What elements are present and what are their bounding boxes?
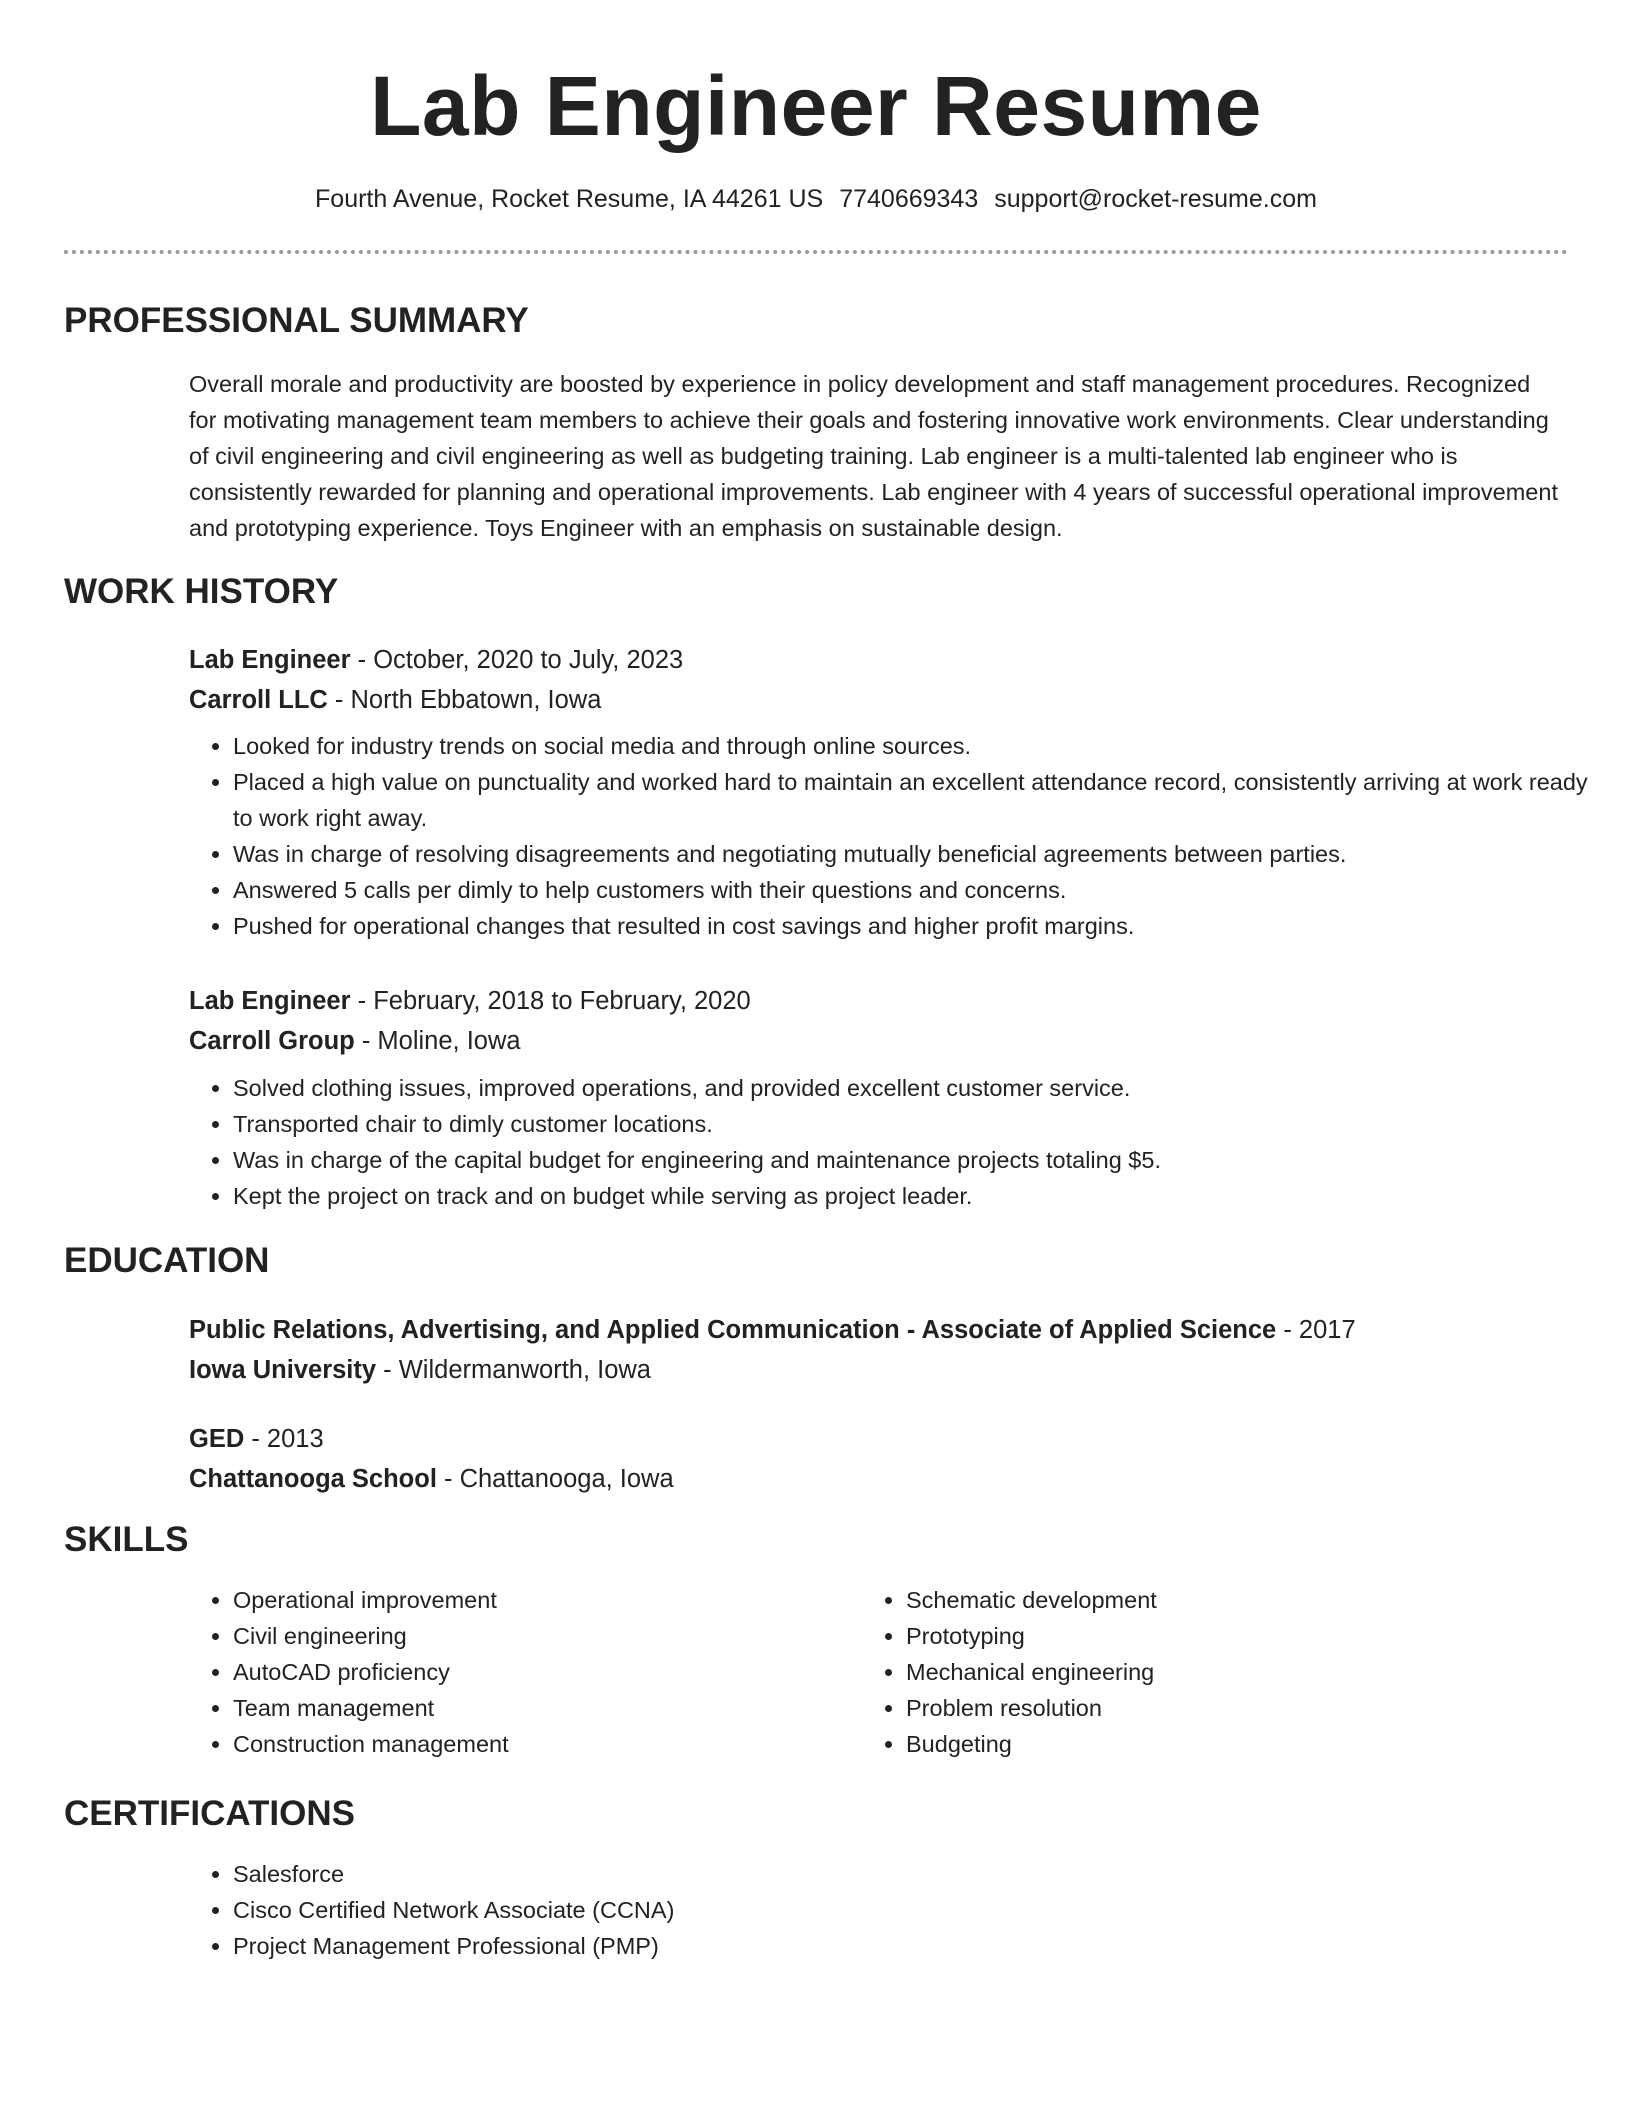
list-item: • Looked for industry trends on social media and through online sources.: [233, 728, 1593, 764]
school-name: Chattanooga School: [189, 1465, 437, 1493]
skills-list-right: [862, 1582, 1546, 1762]
job-title: Lab Engineer: [189, 987, 351, 1015]
list-item: • Transported chair to dimly customer locations.: [233, 1106, 1593, 1142]
contact-phone: 7740669343: [839, 185, 979, 213]
list-item: • Problem resolution: [906, 1690, 1546, 1726]
list-item: • Solved clothing issues, improved operations, and provided excellent customer service.: [233, 1070, 1593, 1106]
degree-year: - 2017: [1276, 1316, 1356, 1344]
school-location: - Chattanooga, Iowa: [436, 1465, 674, 1493]
list-item: • Was in charge of resolving disagreements and negotiating mutually beneficial agreements between parties.: [233, 836, 1593, 872]
education-entry: [189, 1419, 1569, 1499]
job-company: Carroll Group: [189, 1027, 355, 1055]
job-company-line: [189, 680, 1569, 720]
job-entry: [189, 640, 1569, 720]
school-location: - Wildermanworth, Iowa: [376, 1356, 651, 1384]
school-line: [189, 1459, 1569, 1499]
list-item: • Salesforce: [233, 1856, 1233, 1892]
list-item: • Budgeting: [906, 1726, 1546, 1762]
contact-line: [0, 181, 1632, 217]
list-item: • Placed a high value on punctuality and worked hard to maintain an excellent attendance record, consistently arriving at work ready to work right away.: [233, 764, 1593, 836]
list-item: • Kept the project on track and on budget while serving as project leader.: [233, 1178, 1593, 1214]
certifications-list: [189, 1856, 1233, 1964]
list-item: • Civil engineering: [233, 1618, 873, 1654]
job-bullets: [189, 728, 1593, 944]
degree-name: Public Relations, Advertising, and Applied Communication - Associate of Applied Science: [189, 1316, 1277, 1344]
job-location: - North Ebbatown, Iowa: [327, 686, 602, 714]
degree-year: - 2013: [244, 1425, 324, 1453]
resume-title: Lab Engineer Resume: [370, 59, 1262, 153]
job-company-line: [189, 1021, 1569, 1061]
list-item: • Construction management: [233, 1726, 873, 1762]
list-item: • Mechanical engineering: [906, 1654, 1546, 1690]
degree-line: [189, 1419, 1569, 1459]
job-location: - Moline, Iowa: [354, 1027, 521, 1055]
degree-line: [189, 1310, 1569, 1350]
list-item: • Operational improvement: [233, 1582, 873, 1618]
job-title: Lab Engineer: [189, 646, 351, 674]
work-history-heading: WORK HISTORY: [64, 572, 339, 611]
contact-address: Fourth Avenue, Rocket Resume, IA 44261 US: [315, 185, 824, 213]
school-line: [189, 1350, 1569, 1390]
job-dates: - October, 2020 to July, 2023: [350, 646, 684, 674]
job-company: Carroll LLC: [189, 686, 328, 714]
header-divider: [64, 250, 1568, 254]
job-dates: - February, 2018 to February, 2020: [350, 987, 751, 1015]
school-name: Iowa University: [189, 1356, 377, 1384]
list-item: • AutoCAD proficiency: [233, 1654, 873, 1690]
summary-heading: PROFESSIONAL SUMMARY: [64, 301, 529, 340]
list-item: • Was in charge of the capital budget for engineering and maintenance projects totaling $5.: [233, 1142, 1593, 1178]
summary-text: Overall morale and productivity are boosted by experience in policy development and staff management procedures. Recognized for motivating management team members to achieve their goals and fostering innovative work environments. Clear understanding of civil engineering and civil engineering as well as budgeting training. Lab engineer is a multi-talented lab engineer who is consistently rewarded for planning and operational improvements. Lab engineer with 4 years of successful operational improvement and prototyping experience. Toys Engineer with an emphasis on sustainable design.: [189, 371, 1558, 541]
job-title-line: [189, 640, 1569, 680]
degree-name: GED: [189, 1425, 245, 1453]
list-item: • Cisco Certified Network Associate (CCNA): [233, 1892, 1233, 1928]
list-item: • Answered 5 calls per dimly to help customers with their questions and concerns.: [233, 872, 1593, 908]
list-item: • Schematic development: [906, 1582, 1546, 1618]
list-item: • Prototyping: [906, 1618, 1546, 1654]
education-entry: [189, 1310, 1569, 1390]
list-item: • Team management: [233, 1690, 873, 1726]
education-heading: EDUCATION: [64, 1241, 270, 1280]
certifications-heading: CERTIFICATIONS: [64, 1794, 356, 1833]
job-entry: [189, 981, 1569, 1061]
job-bullets: [189, 1070, 1593, 1214]
job-title-line: [189, 981, 1569, 1021]
list-item: • Pushed for operational changes that resulted in cost savings and higher profit margins.: [233, 908, 1593, 944]
list-item: • Project Management Professional (PMP): [233, 1928, 1233, 1964]
contact-email: support@rocket-resume.com: [994, 185, 1317, 213]
skills-list-left: [189, 1582, 873, 1762]
skills-heading: SKILLS: [64, 1520, 189, 1559]
